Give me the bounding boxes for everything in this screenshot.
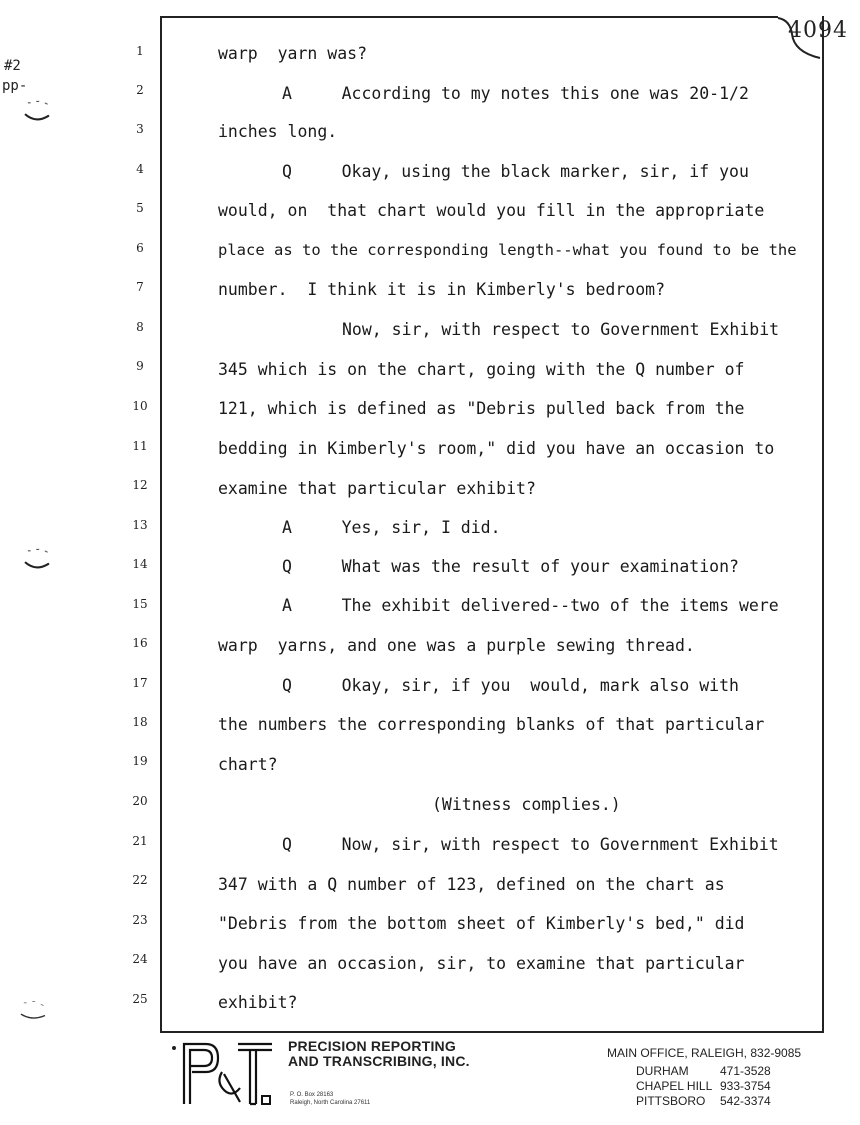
- line-number: 19: [132, 754, 148, 768]
- line-number: 15: [132, 597, 148, 611]
- line-number: 22: [132, 873, 148, 887]
- line-number: 14: [132, 557, 148, 571]
- line-number: 10: [132, 399, 148, 413]
- line-number: 1: [136, 44, 144, 58]
- line-number: 23: [132, 913, 148, 927]
- transcript-line: "Debris from the bottom sheet of Kimberly's bed," did: [218, 914, 745, 933]
- line-number: 17: [132, 676, 148, 690]
- line-number: 6: [136, 241, 144, 255]
- line-number: 9: [136, 359, 144, 373]
- logo-dot: [172, 1046, 176, 1050]
- transcript-line: chart?: [218, 755, 278, 774]
- office-phone: 933-3754: [720, 1079, 771, 1093]
- transcript-line: warp yarn was?: [218, 44, 368, 63]
- line-number: 11: [132, 439, 148, 453]
- line-number: 18: [132, 715, 148, 729]
- punch-hole-mark-middle: [14, 548, 60, 572]
- line-number: 8: [136, 320, 144, 334]
- transcript-line: 345 which is on the chart, going with the Q number of: [218, 360, 745, 379]
- transcript-line: Q Now, sir, with respect to Government Exhibit: [282, 835, 779, 854]
- transcript-line: bedding in Kimberly's room," did you have an occasion to: [218, 439, 775, 458]
- line-number: 2: [136, 83, 144, 97]
- line-number: 7: [136, 280, 144, 294]
- office-city: PITTSBORO: [636, 1094, 706, 1108]
- transcript-line: inches long.: [218, 122, 338, 141]
- firm-name-line1: PRECISION REPORTING: [288, 1038, 456, 1054]
- margin-note-pp: pp-: [2, 78, 28, 94]
- line-number: 21: [132, 834, 148, 848]
- transcript-line: would, on that chart would you fill in the appropriate: [218, 201, 765, 220]
- line-number: 3: [136, 122, 144, 136]
- transcript-line: A The exhibit delivered--two of the items were: [282, 596, 779, 615]
- transcript-line: exhibit?: [218, 993, 298, 1012]
- punch-hole-mark-top: [14, 100, 60, 124]
- firm-name-line2: AND TRANSCRIBING, INC.: [288, 1053, 470, 1069]
- margin-note-number: #2: [4, 58, 21, 74]
- line-number: 24: [132, 952, 148, 966]
- transcript-line: warp yarns, and one was a purple sewing thread.: [218, 636, 695, 655]
- firm-logo: [178, 1038, 276, 1108]
- main-office: MAIN OFFICE, RALEIGH, 832-9085: [607, 1046, 802, 1060]
- line-number: 13: [132, 518, 148, 532]
- transcript-line: 121, which is defined as "Debris pulled back from the: [218, 399, 745, 418]
- transcript-line: you have an occasion, sir, to examine that particular: [218, 954, 745, 973]
- line-number: 25: [132, 992, 148, 1006]
- transcript-top-rule: [160, 16, 778, 18]
- transcript-line: Q What was the result of your examination?: [282, 557, 739, 576]
- line-number: 20: [132, 794, 148, 808]
- office-city: CHAPEL HILL: [636, 1079, 713, 1093]
- transcript-line: Q Okay, using the black marker, sir, if you: [282, 162, 749, 181]
- transcript-line: place as to the corresponding length--what you found to be the: [218, 241, 797, 259]
- office-phone: 542-3374: [720, 1094, 771, 1108]
- transcript-line: the numbers the corresponding blanks of that particular: [218, 715, 765, 734]
- transcript-line: A According to my notes this one was 20-1/2: [282, 84, 749, 103]
- office-city: DURHAM: [636, 1064, 689, 1078]
- line-number: 12: [132, 478, 148, 492]
- firm-address-line1: P. O. Box 28163: [290, 1092, 334, 1098]
- transcript-line: (Witness complies.): [432, 795, 621, 814]
- transcript-line: Q Okay, sir, if you would, mark also with: [282, 676, 739, 695]
- line-number: 5: [136, 201, 144, 215]
- punch-hole-mark-bottom: [10, 1000, 56, 1024]
- transcript-line: A Yes, sir, I did.: [282, 518, 501, 537]
- office-phone: 471-3528: [720, 1064, 771, 1078]
- line-number: 4: [136, 162, 144, 176]
- transcript-line: Now, sir, with respect to Government Exhibit: [342, 320, 780, 339]
- transcript-line: examine that particular exhibit?: [218, 479, 536, 498]
- page-number: 4094: [788, 18, 848, 43]
- transcript-line: number. I think it is in Kimberly's bedroom?: [218, 280, 666, 299]
- transcript-line: 347 with a Q number of 123, defined on the chart as: [218, 875, 725, 894]
- line-number: 16: [132, 636, 148, 650]
- firm-address-line2: Raleigh, North Carolina 27611: [290, 1100, 371, 1106]
